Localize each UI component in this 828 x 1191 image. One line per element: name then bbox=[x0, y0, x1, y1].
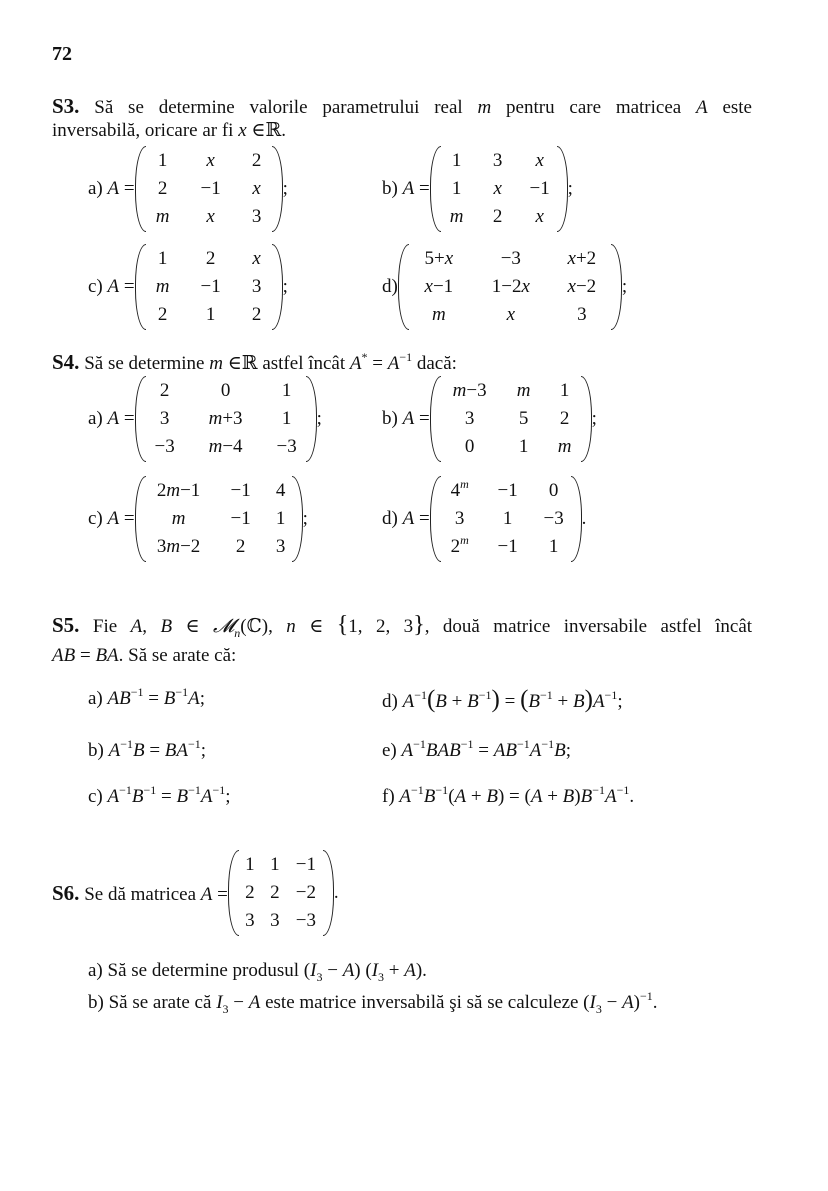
s5-label: S5. bbox=[52, 613, 80, 637]
s3-item-c: c) A = 1 2 x m −1 3 2 1 2 ; bbox=[88, 244, 288, 330]
s4-item-a: a) A = 2 0 1 3 m+3 1 −3 m−4 −3 ; bbox=[88, 376, 322, 462]
s6-label: S6. bbox=[52, 880, 80, 905]
page-number: 72 bbox=[52, 43, 72, 65]
s6-item-a: a) Să se determine produsul $(I_3 - A) (I_3 + A)$. bbox=[88, 960, 427, 984]
s3-item-b: b) A = 1 3 x 1 x −1 m 2 x ; bbox=[382, 146, 573, 232]
s3-item-a: a) A = 1 x 2 2 −1 x m x 3 ; bbox=[88, 146, 288, 232]
matrix: 2 0 1 3 m+3 1 −3 m−4 −3 bbox=[135, 376, 317, 462]
s6-item-b: b) Să se arate că $I_3 - A$ este matrice inversabilă şi să se calculeze $(I_3 - A)^{-1}$. bbox=[88, 989, 658, 1016]
s4-item-b: b) A = m−3 m 1 3 5 2 0 1 m ; bbox=[382, 376, 597, 462]
matrix: 2m−1 −1 4 m −1 1 3m−2 2 3 bbox=[135, 476, 303, 562]
s3-label: S3. bbox=[52, 94, 80, 118]
matrix: 1 3 x 1 x −1 m 2 x bbox=[430, 146, 568, 232]
s6-period: . bbox=[333, 882, 339, 903]
s5-statement-line2: AB = BA. Să se arate că: bbox=[52, 645, 237, 666]
s5-item-a: a) $AB^{-1} = B^{-1}A$; bbox=[88, 685, 206, 709]
matrix: 1 2 x m −1 3 2 1 2 bbox=[135, 244, 283, 330]
s6-statement: S6. Se dă matricea A = 1 1 −1 2 2 −2 3 3 −3 . bbox=[52, 850, 339, 936]
matrix: 1 x 2 2 −1 x m x 3 bbox=[135, 146, 283, 232]
s3-item-d: d) 5+x −3 x+2 x−1 1−2x x−2 m x 3 ; bbox=[382, 244, 627, 330]
s5-item-d: d) $A^{-1}(B + B^{-1}) = (B^{-1} + B)A^{-1}$; bbox=[382, 686, 623, 713]
s5-item-e: e) $A^{-1}BAB^{-1} = AB^{-1}A^{-1}B$; bbox=[382, 737, 572, 761]
matrix: 4$^m$ −1 0 3 1 −3 2$^m$ −1 1 bbox=[430, 476, 582, 562]
s3-statement-line1: S3. Să se determine valorile parametrului real m pentru care matricea A este bbox=[52, 94, 752, 118]
matrix: 1 1 −1 2 2 −2 3 3 −3 bbox=[228, 850, 334, 936]
s4-item-d: d) A = $4^m$ −1 0 3 1 −3 2$^m$ −1 1 . bbox=[382, 476, 586, 562]
matrix: 5+x −3 x+2 x−1 1−2x x−2 m x 3 bbox=[398, 244, 622, 330]
matrix: m−3 m 1 3 5 2 0 1 m bbox=[430, 376, 592, 462]
s5-statement-line1: S5. Fie A, B ∈ 𝓜$_n$(ℂ), n ∈ {1, 2, 3}, două matrice inversabile astfel încât bbox=[52, 612, 753, 640]
s5-item-b: b) $A^{-1}B = BA^{-1}$; bbox=[88, 737, 207, 761]
s5-item-c: c) $A^{-1}B^{-1} = B^{-1}A^{-1}$; bbox=[88, 783, 231, 807]
s4-statement: S4. Să se determine m ∈ℝ astfel încât $A^* = A^{-1}$ dacă: bbox=[52, 350, 457, 374]
s4-item-c: c) A = 2m−1 −1 4 m −1 1 3m−2 2 3 ; bbox=[88, 476, 308, 562]
s4-label: S4. bbox=[52, 350, 80, 374]
s5-item-f: f) $A^{-1}B^{-1}(A + B) = (A + B)B^{-1}A^{-1}$. bbox=[382, 783, 635, 807]
s3-statement-line2: inversabilă, oricare ar fi x ∈ℝ. bbox=[52, 120, 287, 141]
